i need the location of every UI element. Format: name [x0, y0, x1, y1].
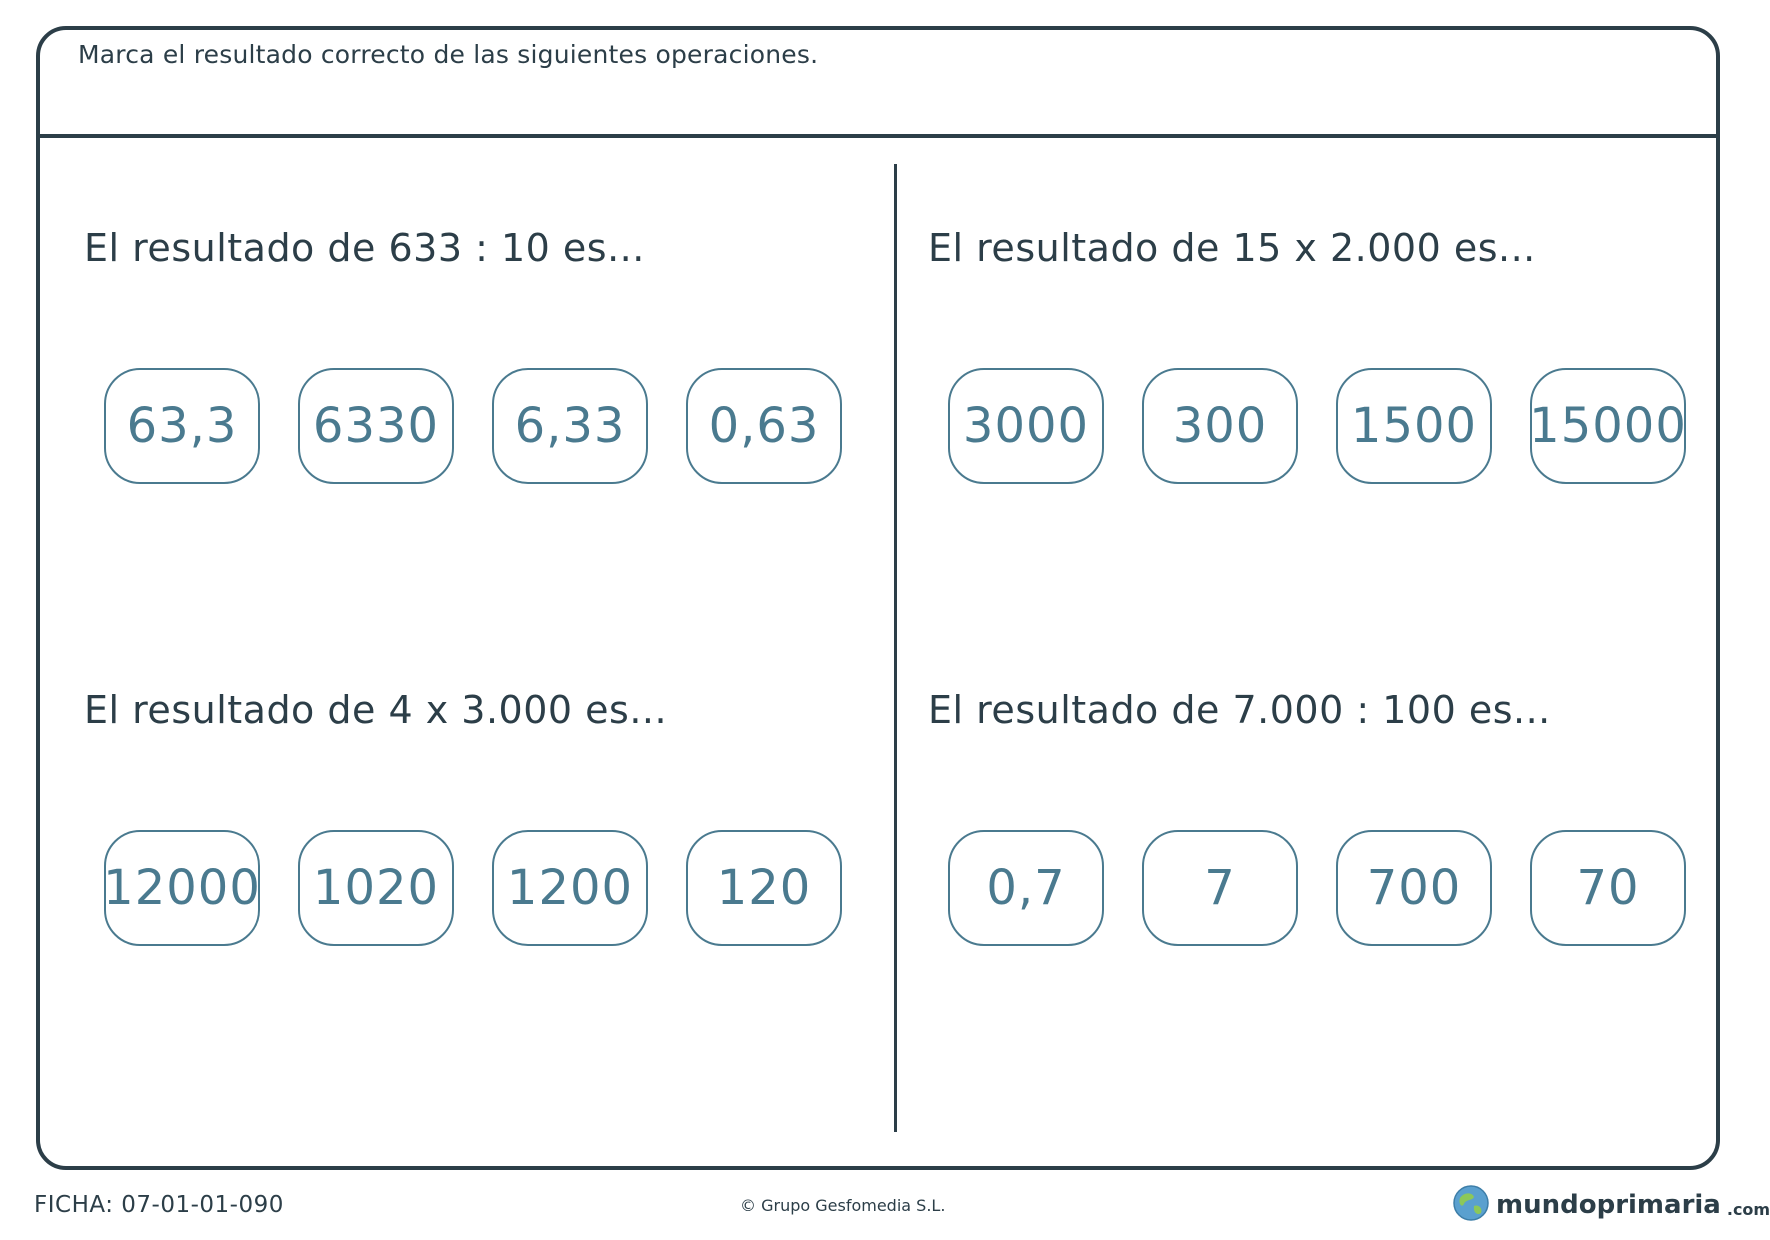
- answer-option[interactable]: 120: [686, 830, 842, 946]
- answer-option[interactable]: 6,33: [492, 368, 648, 484]
- column-divider: [894, 164, 897, 1132]
- question-text: El resultado de 4 x 3.000 es...: [84, 688, 668, 732]
- answer-option[interactable]: 12000: [104, 830, 260, 946]
- question-text: El resultado de 15 x 2.000 es...: [928, 226, 1536, 270]
- answer-option[interactable]: 7: [1142, 830, 1298, 946]
- answer-option[interactable]: 6330: [298, 368, 454, 484]
- question-text: El resultado de 633 : 10 es...: [84, 226, 645, 270]
- question-text: El resultado de 7.000 : 100 es...: [928, 688, 1551, 732]
- answer-option[interactable]: 63,3: [104, 368, 260, 484]
- answer-option[interactable]: 1500: [1336, 368, 1492, 484]
- answer-option[interactable]: 700: [1336, 830, 1492, 946]
- instruction-text: Marca el resultado correcto de las siguientes operaciones.: [78, 40, 819, 69]
- answer-options: [104, 830, 842, 946]
- ficha-code: FICHA: 07-01-01-090: [34, 1192, 284, 1218]
- answer-option[interactable]: 15000: [1530, 368, 1686, 484]
- answer-options: [948, 830, 1686, 946]
- worksheet-frame: [36, 26, 1720, 1170]
- answer-options: [104, 368, 842, 484]
- brand-logo[interactable]: [1452, 1184, 1770, 1226]
- answer-option[interactable]: 300: [1142, 368, 1298, 484]
- brand-suffix: .com: [1726, 1199, 1770, 1219]
- answer-options: [948, 368, 1686, 484]
- answer-option[interactable]: 1020: [298, 830, 454, 946]
- answer-option[interactable]: 70: [1530, 830, 1686, 946]
- header-divider: [40, 134, 1716, 138]
- globe-icon: [1452, 1184, 1490, 1226]
- answer-option[interactable]: 0,7: [948, 830, 1104, 946]
- answer-option[interactable]: 0,63: [686, 368, 842, 484]
- answer-option[interactable]: 1200: [492, 830, 648, 946]
- answer-option[interactable]: 3000: [948, 368, 1104, 484]
- copyright-text: © Grupo Gesfomedia S.L.: [740, 1196, 946, 1215]
- brand-name: mundoprimaria: [1496, 1190, 1721, 1220]
